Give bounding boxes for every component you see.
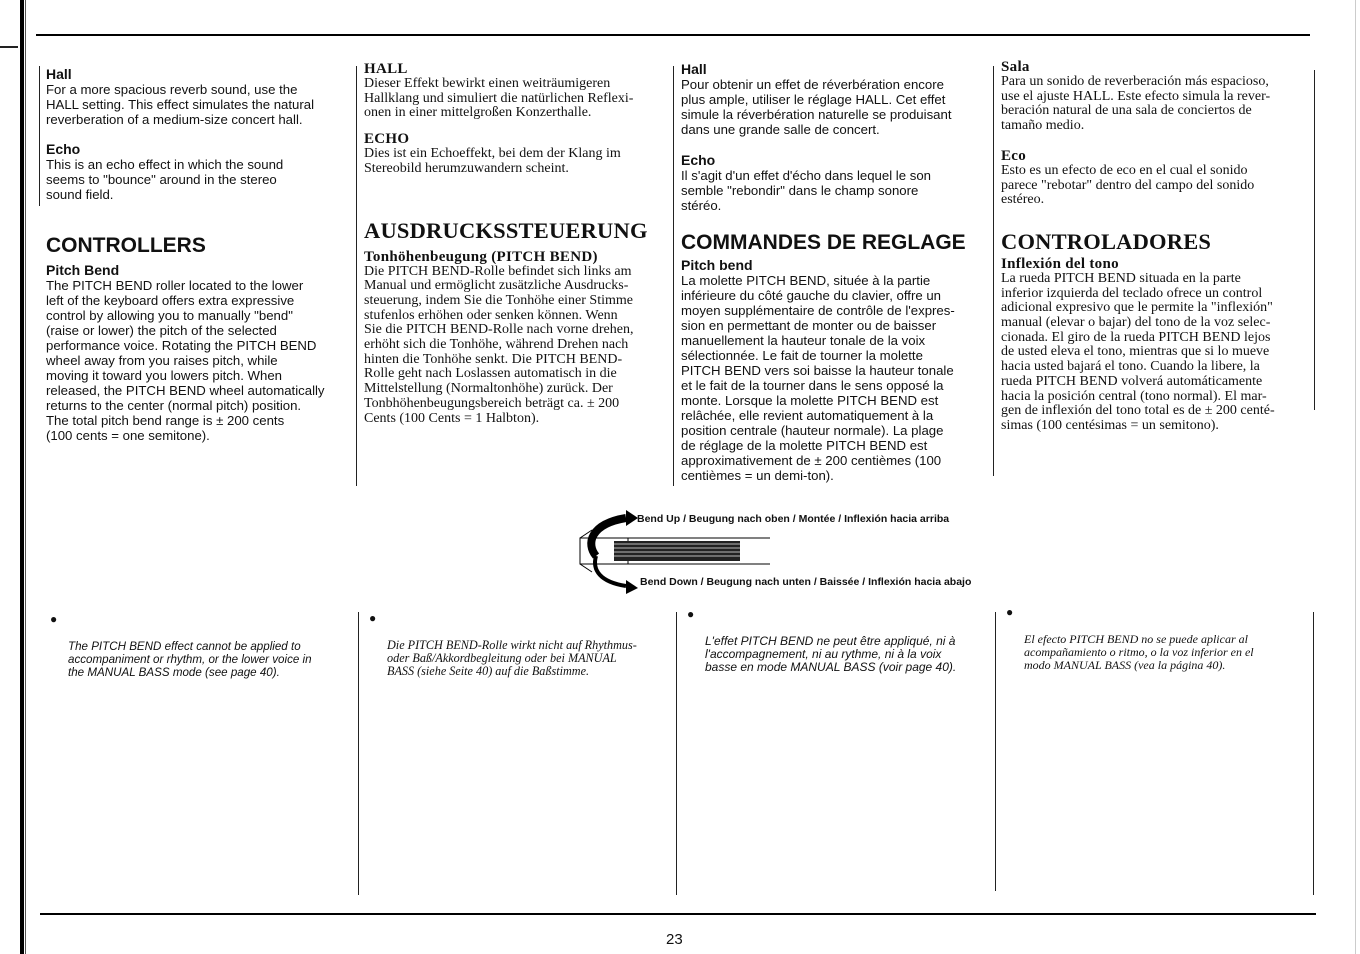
column-french [681, 61, 986, 483]
margin-tick [0, 46, 18, 48]
pitch-bend-text: Die PITCH BEND-Rolle befindet sich links am Manual und ermöglicht zusätzliche Ausdrucks- steuerung, indem Sie die Tonhöhe einer Stimme stufenlos erhöhen oder senken können. Wenn Sie die PITCH BEND-Rolle nach vorne drehen, erhöht sich die Tonhöhe, während Drehen nach hinten die Tonhöhe senkt. Die PITCH BEND- Rolle geht nach Loslassen automatisch in die Mittelstellung (Normaltonhöhe) zurück. Der Tonbhöhenbeugungsbereich beträgt ca. ± 200 Cents (100 Cents = 1 Halbton). [364, 263, 634, 426]
echo-text: Dies ist ein Echoeffekt, bei dem der Klang im Stereobild herumzuwandern scheint. [364, 146, 621, 176]
pitch-bend-text: La rueda PITCH BEND situada en la parte inferior izquierda del teclado ofrece un control adicional expresivo que le permite la "inflexión" manual (elevar o bajar) del tono de la voz selec- cionada. El giro de la rueda PITCH BEND lejos de usted eleva el tono, mientras que si lo mueve hacia usted bajará el tono. Cuando la libere, la rueda PITCH BEND volverá automáticamente hacia la posición central (tono normal). El mar- gen de inflexión del tono total es de ± 200 centé- simas (100 centésimas = un semitono). [1001, 270, 1275, 433]
section-heading: CONTROLLERS [46, 234, 206, 257]
bend-up-label: Bend Up / Beugung nach oben / Montée / Inflexión hacia arriba [637, 513, 950, 525]
hall-text: For a more spacious reverb sound, use the HALL setting. This effect simulates the natural reverberation of a medium-size concert hall. [46, 82, 315, 127]
column-divider [358, 612, 359, 895]
note-english [50, 612, 353, 679]
note-text: The PITCH BEND effect cannot be applied to accompaniment or rhythm, or the lower voice in the MANUAL BASS mode (see page 40). [68, 640, 312, 679]
echo-text: Il s'agit d'un effet d'écho dans lequel le son semble "rebondir" dans le champ sonore stéréo. [681, 168, 931, 213]
pitch-bend-heading: Inflexión del tono [1001, 255, 1119, 272]
column-divider [1313, 612, 1314, 895]
echo-text: Esto es un efecto de eco en el cual el sonido parece "rebotar" dentro del campo del sonido estéreo. [1001, 162, 1255, 208]
note-french [687, 607, 990, 674]
note-german [369, 611, 672, 678]
pitch-bend-heading: Pitch bend [681, 257, 753, 273]
hall-text: Dieser Effekt bewirkt einen weiträumigeren Hallklang und simuliert die natürlichen Reflexi- onen in einer mittelgroßen Konzerthalle. [364, 76, 634, 121]
hall-text: Para un sonido de reverberación más espacioso, use el ajuste HALL. Este efecto simula la rever- beración natural de una sala de conciertos de tamaño medio. [1001, 74, 1271, 134]
page-number: 23 [666, 931, 683, 948]
note-spanish [1006, 605, 1309, 672]
column-divider [995, 612, 996, 891]
bullet-icon: ● [687, 607, 695, 621]
bullet-icon: ● [1006, 605, 1014, 619]
hall-heading: Sala [1001, 59, 1030, 75]
column-english [46, 66, 346, 443]
column-divider [676, 612, 677, 895]
echo-text: This is an echo effect in which the sound seems to "bounce" around in the stereo sound field. [46, 157, 284, 202]
hall-heading: Hall [681, 61, 707, 77]
hall-text: Pour obtenir un effet de réverbération encore plus ample, utiliser le réglage HALL. Cet effet simule la réverbération naturelle se produisant dans une grande salle de concert. [681, 77, 952, 137]
echo-heading: Eco [1001, 147, 1027, 164]
section-heading: CONTROLADORES [1001, 228, 1212, 254]
note-text: L'effet PITCH BEND ne peut être appliqué, ni à l'accompagnement, ni au rythme, ni à la voix basse en mode MANUAL BASS (voir page 40). [705, 634, 957, 674]
section-heading: COMMANDES DE REGLAGE [681, 231, 966, 254]
column-divider [39, 66, 40, 206]
echo-heading: Echo [681, 152, 716, 168]
bottom-rule [40, 913, 1316, 915]
column-divider [993, 66, 994, 476]
scan-edge-right [1355, 0, 1356, 954]
pitch-bend-heading: Tonhöhenbeugung (PITCH BEND) [364, 248, 598, 265]
bullet-icon: ● [50, 612, 58, 626]
scan-edge [20, 0, 24, 954]
column-spanish [1001, 59, 1306, 434]
bullet-icon: ● [369, 611, 377, 625]
echo-heading: ECHO [364, 131, 410, 148]
pitch-bend-heading: Pitch Bend [46, 262, 120, 278]
echo-heading: Echo [46, 141, 81, 157]
hall-heading: Hall [46, 66, 72, 82]
scan-edge-inner [25, 0, 26, 954]
pitch-bend-text: La molette PITCH BEND, située à la partie inférieure du côté gauche du clavier, offre un moyen supplémentaire de contrôle de l'expres- sion en permettant de monter ou de baisser manuellement la hauteur tonale de la voix sélectionnée. Le fait de tourner la molette PITCH BEND vers soi baisse la hauteur tonale et le fait de la tourner dans le sens opposé la monte. Lorsque la molette PITCH BEND est relâchée, elle revient automatiquement à la position centrale (hauteur normale). La plage de réglage de la molette PITCH BEND est approximativement de ± 200 centièmes (100 centièmes = un demi-ton). [681, 273, 955, 483]
section-heading: AUSDRUCKSSTEUERUNG [364, 217, 648, 243]
pitch-bend-text: The PITCH BEND roller located to the lower left of the keyboard offers extra expressive control by allowing you to manually "bend" (raise or lower) the pitch of the selected performance voice. Rotating the PITCH BEND wheel away from you raises pitch, while moving it toward you lowers pitch. When released, the PITCH BEND wheel automatically returns to the center (normal pitch) position. The total pitch bend range is ± 200 cents (100 cents = one semitone). [46, 278, 325, 443]
note-text: Die PITCH BEND-Rolle wirkt nicht auf Rhythmus- oder Baß/Akkordbegleitung oder bei MANUAL BASS (siehe Seite 40) auf die Baßstimme. [387, 638, 637, 678]
bend-down-label: Bend Down / Beugung nach unten / Baissée / Inflexión hacia abajo [640, 576, 972, 588]
note-text: El efecto PITCH BEND no se puede aplicar al acompañamiento o ritmo, o la voz inferior en el modo MANUAL BASS (vea la página 40). [1024, 632, 1254, 672]
column-divider [673, 66, 674, 486]
top-rule [36, 34, 1310, 36]
column-divider [356, 66, 357, 486]
column-german [364, 61, 669, 426]
column-divider [1314, 70, 1315, 410]
hall-heading: HALL [364, 61, 408, 77]
